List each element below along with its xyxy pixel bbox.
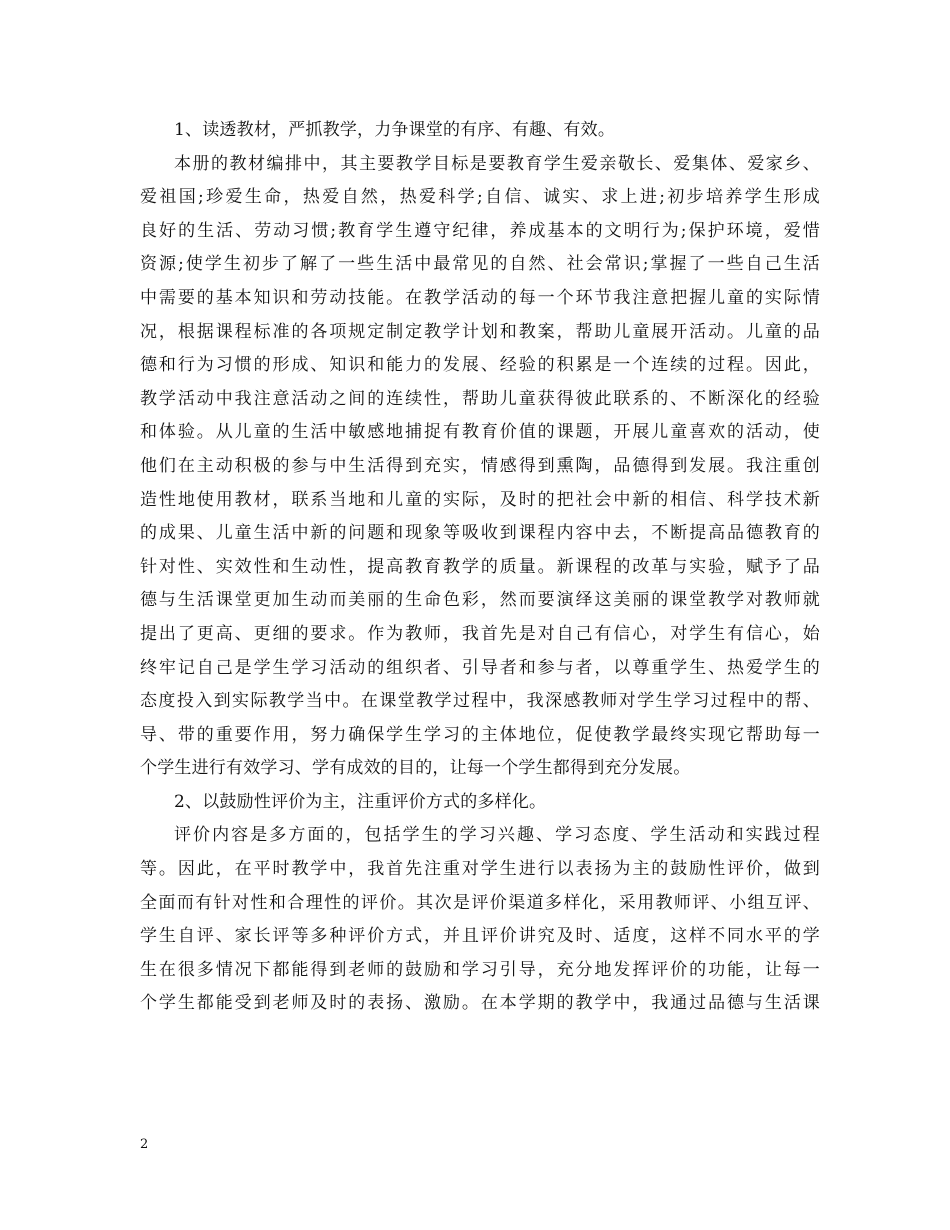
paragraph-line: 等。因此，在平时教学中，我首先注重对学生进行以表扬为主的鼓励性评价，做到 bbox=[140, 859, 820, 880]
paragraph-line: 资源;使学生初步了解了一些生活中最常见的自然、社会常识;掌握了一些自己生活 bbox=[140, 254, 820, 275]
paragraph-line: 学生自评、家长评等多种评价方式，并且评价讲究及时、适度，这样不同水平的学 bbox=[140, 926, 820, 947]
paragraph-line: 教学活动中我注意活动之间的连续性，帮助儿童获得彼此联系的、不断深化的经验 bbox=[140, 388, 820, 409]
paragraph-line: 和体验。从儿童的生活中敏感地捕捉有教育价值的课题，开展儿童喜欢的活动，使 bbox=[140, 422, 820, 443]
paragraph-line: 导、带的重要作用，努力确保学生学习的主体地位，促使教学最终实现它帮助每一 bbox=[140, 724, 820, 745]
paragraph-line: 终牢记自己是学生学习活动的组织者、引导者和参与者，以尊重学生、热爱学生的 bbox=[140, 657, 820, 678]
paragraph-line: 生在很多情况下都能得到老师的鼓励和学习引导，充分地发挥评价的功能，让每一 bbox=[140, 959, 820, 980]
paragraph-line: 他们在主动积极的参与中生活得到充实，情感得到熏陶，品德得到发展。我注重创 bbox=[140, 455, 820, 476]
paragraph-line: 提出了更高、更细的要求。作为教师，我首先是对自己有信心，对学生有信心，始 bbox=[140, 623, 820, 644]
paragraph-line: 造性地使用教材，联系当地和儿童的实际，及时的把社会中新的相信、科学技术新 bbox=[140, 489, 820, 510]
paragraph-line: 本册的教材编排中，其主要教学目标是要教育学生爱亲敬长、爱集体、爱家乡、 bbox=[174, 153, 820, 174]
paragraph-line: 爱祖国;珍爱生命，热爱自然，热爱科学;自信、诚实、求上进;初步培养学生形成 bbox=[140, 187, 820, 208]
paragraph-line: 况，根据课程标准的各项规定制定教学计划和教案，帮助儿童展开活动。儿童的品 bbox=[140, 321, 820, 342]
heading-line-1: 1、读透教材，严抓教学，力争课堂的有序、有趣、有效。 bbox=[174, 120, 616, 140]
paragraph-line: 评价内容是多方面的，包括学生的学习兴趣、学习态度、学生活动和实践过程 bbox=[174, 825, 820, 846]
paragraph-line: 德和行为习惯的形成、知识和能力的发展、经验的积累是一个连续的过程。因此， bbox=[140, 355, 820, 376]
paragraph-line: 中需要的基本知识和劳动技能。在教学活动的每一个环节我注意把握儿童的实际情 bbox=[140, 287, 820, 308]
heading-line-2: 2、以鼓励性评价为主，注重评价方式的多样化。 bbox=[174, 791, 547, 812]
paragraph-line: 个学生都能受到老师及时的表扬、激励。在本学期的教学中，我通过品德与生活课 bbox=[140, 993, 820, 1014]
paragraph-line: 全面而有针对性和合理性的评价。其次是评价渠道多样化，采用教师评、小组互评、 bbox=[140, 892, 820, 913]
paragraph-line: 态度投入到实际教学当中。在课堂教学过程中，我深感教师对学生学习过程中的帮、 bbox=[140, 691, 820, 712]
paragraph-line: 良好的生活、劳动习惯;教育学生遵守纪律，养成基本的文明行为;保护环境，爱惜 bbox=[140, 220, 820, 241]
page-number: 2 bbox=[140, 1137, 149, 1152]
paragraph-line: 针对性、实效性和生动性，提高教育教学的质量。新课程的改革与实验，赋予了品 bbox=[140, 556, 820, 577]
paragraph-line: 德与生活课堂更加生动而美丽的生命色彩，然而要演绎这美丽的课堂教学对教师就 bbox=[140, 590, 820, 611]
paragraph-line: 个学生进行有效学习、学有成效的目的，让每一个学生都得到充分发展。 bbox=[140, 758, 691, 779]
paragraph-line: 的成果、儿童生活中新的问题和现象等吸收到课程内容中去，不断提高品德教育的 bbox=[140, 523, 820, 544]
document-body bbox=[140, 114, 820, 1021]
